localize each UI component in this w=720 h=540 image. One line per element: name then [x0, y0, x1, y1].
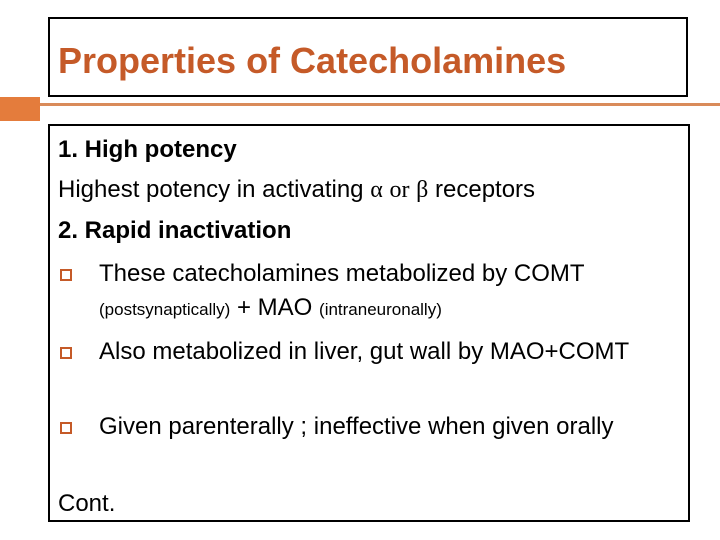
- bullet-item-3: Given parenterally ; ineffective when given orally: [99, 413, 614, 440]
- bullet-item-1: [99, 257, 677, 327]
- potency-line: [58, 176, 535, 204]
- bullet-1-mao: + MAO: [237, 294, 313, 321]
- bullet-1-sub: [99, 291, 677, 327]
- beta-symbol: β: [416, 177, 429, 203]
- slide-title: Properties of Catecholamines: [58, 40, 567, 81]
- accent-block: [0, 97, 40, 121]
- bullet-square-icon: [60, 347, 72, 359]
- continued-label: Cont.: [58, 490, 116, 517]
- title-box: [48, 17, 688, 97]
- bullet-1-main: These catecholamines metabolized by COMT: [99, 260, 585, 287]
- accent-line: [0, 103, 720, 106]
- bullet-square-icon: [60, 269, 72, 281]
- content-box: [48, 124, 690, 522]
- bullet-square-icon: [60, 422, 72, 434]
- bullet-item-2: Also metabolized in liver, gut wall by MAO+COMT: [99, 338, 630, 365]
- receptors-text: receptors: [435, 176, 536, 203]
- heading-high-potency: 1. High potency: [58, 136, 237, 163]
- potency-text: Highest potency in activating: [58, 176, 364, 203]
- or-word: or: [389, 177, 410, 203]
- heading-rapid-inactivation: 2. Rapid inactivation: [58, 217, 292, 244]
- bullet-1-paren-2: (intraneuronally): [319, 300, 442, 319]
- bullet-1-paren-1: (postsynaptically): [99, 300, 231, 319]
- alpha-symbol: α: [370, 177, 383, 203]
